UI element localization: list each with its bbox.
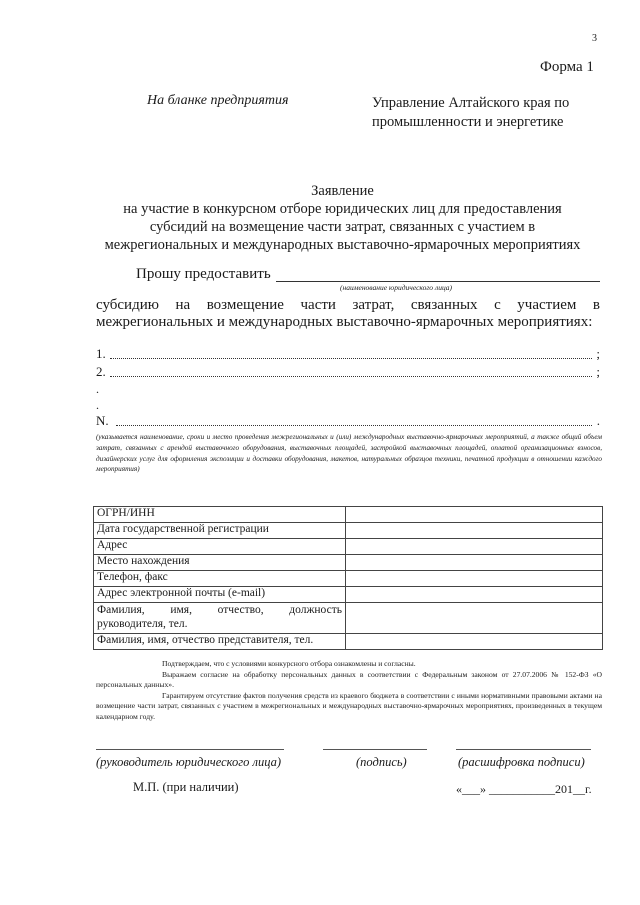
head-caption: (руководитель юридического лица) <box>96 755 282 769</box>
document-title <box>60 182 625 254</box>
event-item-2-line <box>110 376 592 377</box>
table-row <box>94 587 603 603</box>
events-caption: (указывается наименование, сроки и место проведения межрегиональных и (или) международных выставочно-ярмарочных мероприятий, а также общий объем затрат, связанных с арендой выставочного оборудования, выставочных площадей, застройкой выставочных площадей, оплатой организационных взносов, дизайнерских услуг для оформления экспозиции и доставки оборудования, макетов, натуральных образцов техники, печатной продукции в отношении каждого мероприятия) <box>96 433 602 474</box>
company-name-caption: (наименование юридического лица) <box>340 283 453 292</box>
list-ellipsis-dot-1: . <box>96 382 99 396</box>
signature-line[interactable] <box>323 749 427 750</box>
confirmation-paragraph-2: Выражаем согласие на обработку персональных данных в соответствии с Федеральным законом от 27.07.2006 № 152-ФЗ «О персональных данных». <box>96 669 602 689</box>
signature-caption: (подпись) <box>356 755 407 769</box>
event-item-1-semicolon: ; <box>596 346 600 361</box>
label-word: должность <box>289 604 342 616</box>
table-row-label: ОГРН/ИНН <box>94 507 346 523</box>
decoding-signature-line[interactable] <box>456 749 591 750</box>
title-line-3: межрегиональных и международных выставочно-ярмарочных мероприятиях <box>104 237 581 253</box>
table-row-value[interactable] <box>346 555 603 571</box>
table-row-label: Дата государственной регистрации <box>94 523 346 539</box>
event-item-n[interactable] <box>96 413 600 429</box>
addressee <box>372 94 569 132</box>
letterhead-note: На бланке предприятия <box>147 93 289 108</box>
list-ellipsis-dot-2: . <box>96 398 99 412</box>
table-row-label: Место нахождения <box>94 555 346 571</box>
table-row-value[interactable] <box>346 523 603 539</box>
table-row <box>94 507 603 523</box>
table-row <box>94 539 603 555</box>
table-row <box>94 523 603 539</box>
table-row-label <box>94 603 346 634</box>
table-row-value[interactable] <box>346 571 603 587</box>
label-word: Фамилия, <box>97 604 145 616</box>
subsidy-line-1: субсидию на возмещение части затрат, связанных с участием в <box>96 297 600 313</box>
table-row-value[interactable] <box>346 507 603 523</box>
event-item-2[interactable] <box>96 364 600 380</box>
request-text: Прошу предоставить <box>136 266 271 282</box>
title-line-2: субсидий на возмещение части затрат, связанных с участием в <box>149 219 536 235</box>
date-field[interactable]: «___» ___________201__г. <box>456 782 592 796</box>
confirmation-paragraph-1: Подтверждаем, что с условиями конкурсного отбора ознакомлены и согласны. <box>162 659 416 668</box>
company-name-field[interactable] <box>276 281 600 282</box>
event-item-n-number: N. <box>96 413 109 428</box>
label-word: отчество, <box>217 604 264 616</box>
subsidy-line-2: межрегиональных и международных выставочно-ярмарочных мероприятиях: <box>96 314 593 330</box>
company-info-table <box>93 506 603 650</box>
event-item-1[interactable] <box>96 346 600 362</box>
table-row <box>94 634 603 650</box>
table-row-value[interactable] <box>346 539 603 555</box>
decoding-caption: (расшифровка подписи) <box>458 755 585 769</box>
table-row-label: Адрес электронной почты (e-mail) <box>94 587 346 603</box>
title-heading: Заявление <box>311 183 374 199</box>
title-line-1: на участие в конкурсном отборе юридических лиц для предоставления <box>123 201 562 217</box>
table-row-label: Адрес <box>94 539 346 555</box>
stamp-label: М.П. (при наличии) <box>133 780 239 794</box>
event-item-2-number: 2. <box>96 364 106 379</box>
form-label: Форма 1 <box>540 59 594 75</box>
event-item-2-semicolon: ; <box>596 364 600 379</box>
table-row-label: Фамилия, имя, отчество представителя, тел. <box>94 634 346 650</box>
table-row-value[interactable] <box>346 587 603 603</box>
confirmation-paragraph-3: Гарантируем отсутствие фактов получения средств из краевого бюджета в соответствии с иными нормативными правовыми актами на возмещение части затрат, связанных с участием в межрегиональных и международных выставочно-ярмарочных мероприятиях, произведенных в текущем календарном году. <box>96 690 602 721</box>
event-item-1-number: 1. <box>96 346 106 361</box>
head-signature-line[interactable] <box>96 749 284 750</box>
event-item-1-line <box>110 358 592 359</box>
table-row-value[interactable] <box>346 634 603 650</box>
table-row-label-line-1 <box>97 603 342 617</box>
table-row <box>94 555 603 571</box>
table-row-value[interactable] <box>346 603 603 634</box>
addressee-line-2: промышленности и энергетике <box>372 114 564 130</box>
table-row <box>94 603 603 634</box>
confirmation-text <box>96 659 602 722</box>
event-item-n-line <box>116 425 592 426</box>
table-row <box>94 571 603 587</box>
table-row-label: Телефон, факс <box>94 571 346 587</box>
label-word: имя, <box>170 604 192 616</box>
event-item-n-end: . <box>596 413 600 428</box>
page-number: 3 <box>592 33 597 44</box>
addressee-line-1: Управление Алтайского края по <box>372 95 570 111</box>
table-row-label-line-2: руководителя, тел. <box>97 618 188 630</box>
